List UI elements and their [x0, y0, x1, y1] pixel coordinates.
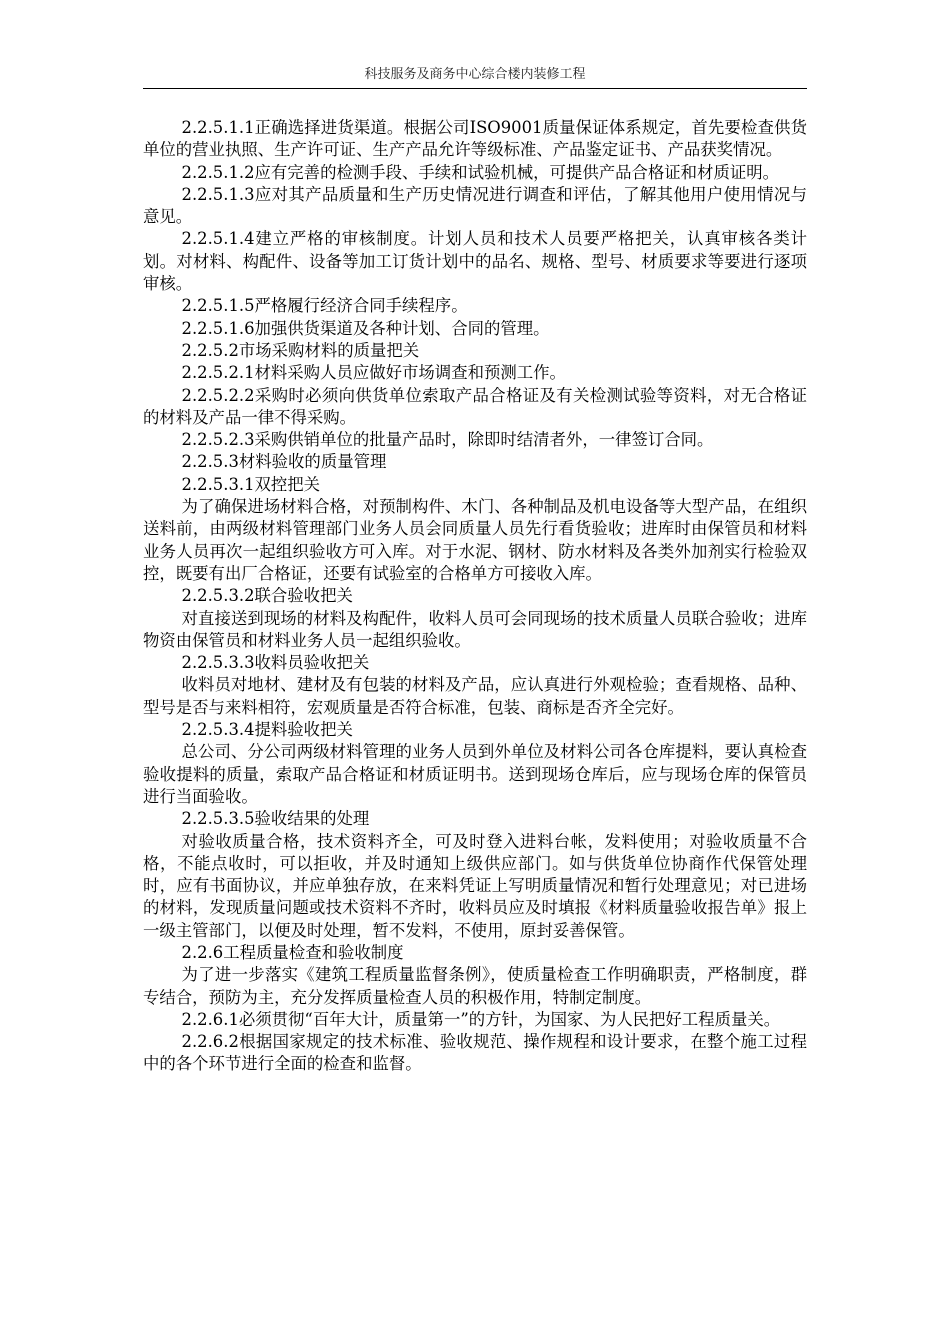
subsection-heading: 2.2.5.3.2联合验收把关 [181, 586, 353, 606]
subsection-heading: 2.2.5.3.1双控把关 [181, 474, 321, 494]
paragraph: 2.2.5.1.6加强供货渠道及各种计划、合同的管理。 [181, 318, 550, 338]
paragraph: 对验收质量合格，技术资料齐全，可及时登入进料台帐，发料使用；对验收质量不合格，不能点收时，可以拒收，并及时通知上级供应部门。如与供货单位协商作代保管处理时，应有书面协议，并应单独存放，在来料凭证上写明质量情况和暂行处理意见；对已进场的材料，发现质量问题或技术资料不齐时，收料员应及时填报《材料质量验收报告单》报上一级主管部门，以便及时处理，暂不发料，不使用，原封妥善保管。 [143, 831, 807, 940]
document-body [143, 117, 807, 1076]
paragraph: 对直接送到现场的材料及构配件，收料人员可会同现场的技术质量人员联合验收；进库物资由保管员和材料业务人员一起组织验收。 [143, 608, 807, 650]
paragraph: 收料员对地材、建材及有包装的材料及产品，应认真进行外观检验；查看规格、品种、型号是否与来料相符，宏观质量是否符合标准，包装、商标是否齐全完好。 [143, 675, 807, 717]
header-title: 科技服务及商务中心综合楼内装修工程 [364, 67, 586, 82]
paragraph: 为了确保进场材料合格，对预制构件、木门、各种制品及机电设备等大型产品，在组织送料前，由两级材料管理部门业务人员会同质量人员先行看货验收；进库时由保管员和材料业务人员再次一起组织验收方可入库。对于水泥、钢材、防水材料及各类外加剂实行检验双控，既要有出厂合格证，还要有试验室的合格单方可接收入库。 [143, 497, 807, 583]
paragraph: 2.2.5.2.1材料采购人员应做好市场调查和预测工作。 [181, 363, 566, 383]
paragraph: 总公司、分公司两级材料管理的业务人员到外单位及材料公司各仓库提料，要认真检查验收提料的质量，索取产品合格证和材质证明书。送到现场仓库后，应与现场仓库的保管员进行当面验收。 [143, 742, 807, 806]
section-heading: 2.2.5.3材料验收的质量管理 [181, 452, 387, 472]
paragraph: 2.2.6.2根据国家规定的技术标准、验收规范、操作规程和设计要求，在整个施工过程中的各个环节进行全面的检查和监督。 [143, 1032, 807, 1074]
section-heading: 2.2.6工程质量检查和验收制度 [181, 942, 404, 962]
subsection-heading: 2.2.5.3.3收料员验收把关 [181, 653, 370, 673]
paragraph: 2.2.5.1.5严格履行经济合同手续程序。 [181, 296, 468, 316]
paragraph: 为了进一步落实《建筑工程质量监督条例》，使质量检查工作明确职责，严格制度，群专结合，预防为主，充分发挥质量检查人员的积极作用，特制定制度。 [143, 965, 807, 1007]
section-heading: 2.2.5.2市场采购材料的质量把关 [181, 340, 420, 360]
paragraph: 2.2.5.2.3采购供销单位的批量产品时，除即时结清者外，一律签订合同。 [181, 430, 714, 450]
paragraph: 2.2.5.2.2采购时必须向供货单位索取产品合格证及有关检测试验等资料，对无合格证的材料及产品一律不得采购。 [143, 385, 807, 427]
paragraph: 2.2.5.1.1正确选择进货渠道。根据公司ISO9001质量保证体系规定，首先要检查供货单位的营业执照、生产许可证、生产产品允许等级标准、产品鉴定证书、产品获奖情况。 [143, 118, 807, 160]
subsection-heading: 2.2.5.3.5验收结果的处理 [181, 809, 370, 829]
paragraph: 2.2.5.1.3应对其产品质量和生产历史情况进行调查和评估，了解其他用户使用情况与意见。 [143, 184, 807, 227]
page-header [143, 64, 807, 89]
paragraph: 2.2.5.1.4建立严格的审核制度。计划人员和技术人员要严格把关，认真审核各类计划。对材料、构配件、设备等加工订货计划中的品名、规格、型号、材质要求等要进行逐项审核。 [143, 229, 807, 294]
paragraph: 2.2.5.1.2应有完善的检测手段、手续和试验机械，可提供产品合格证和材质证明。 [181, 162, 780, 182]
subsection-heading: 2.2.5.3.4提料验收把关 [181, 720, 353, 740]
paragraph: 2.2.6.1必须贯彻“百年大计，质量第一”的方针，为国家、为人民把好工程质量关。 [181, 1009, 781, 1029]
